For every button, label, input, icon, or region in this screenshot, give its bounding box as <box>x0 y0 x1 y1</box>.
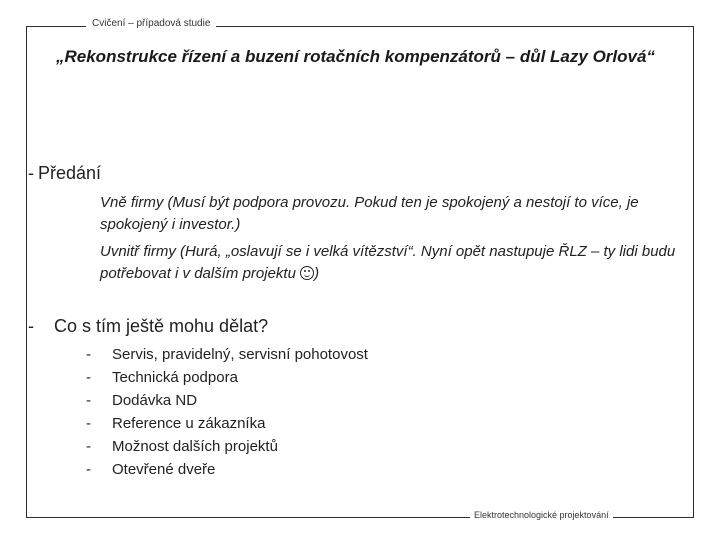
section-what-else <box>28 316 268 337</box>
list-bullet: - <box>86 415 91 432</box>
slide-title: „Rekonstrukce řízení a buzení rotačních kompenzátorů – důl Lazy Orlová“ <box>56 47 655 66</box>
list-item-text: Možnost dalších projektů <box>112 438 278 455</box>
list-bullet: - <box>86 461 91 478</box>
list-item <box>86 389 368 412</box>
list-bullet: - <box>86 392 91 409</box>
list-item-text: Servis, pravidelný, servisní pohotovost <box>112 346 368 363</box>
list-item <box>86 366 368 389</box>
section-handover <box>28 163 101 184</box>
section-dash: - <box>28 163 34 183</box>
smiley-icon <box>300 266 314 280</box>
paragraph-outside-company: Vně firmy (Musí být podpora provozu. Pokud ten je spokojený a nestojí to více, je spokojený i investor.) <box>100 194 639 233</box>
list-bullet: - <box>86 438 91 455</box>
section-dash: - <box>28 316 34 336</box>
paragraph-inside-text: Uvnitř firmy (Hurá, „oslavují se i velká vítězství“. Nyní opět nastupuje ŘLZ – ty lidi budu potřebovat i v dalším projektu <box>100 243 676 282</box>
list-item-text: Technická podpora <box>112 369 238 386</box>
paragraph-inside-company <box>100 241 700 285</box>
options-list <box>86 343 368 481</box>
list-item <box>86 458 368 481</box>
list-item-text: Otevřené dveře <box>112 461 216 478</box>
header-label: Cvičení – případová studie <box>86 18 216 29</box>
list-item-text: Dodávka ND <box>112 392 198 409</box>
list-item <box>86 435 368 458</box>
list-bullet: - <box>86 346 91 363</box>
section-heading: Co s tím ještě mohu dělat? <box>54 316 269 336</box>
list-item-text: Reference u zákazníka <box>112 415 266 432</box>
footer-label: Elektrotechnologické projektování <box>470 510 613 520</box>
section-heading: Předání <box>38 163 102 183</box>
paragraph-inside-end: ) <box>314 265 320 282</box>
list-item <box>86 412 368 435</box>
list-bullet: - <box>86 369 91 386</box>
list-item <box>86 343 368 366</box>
